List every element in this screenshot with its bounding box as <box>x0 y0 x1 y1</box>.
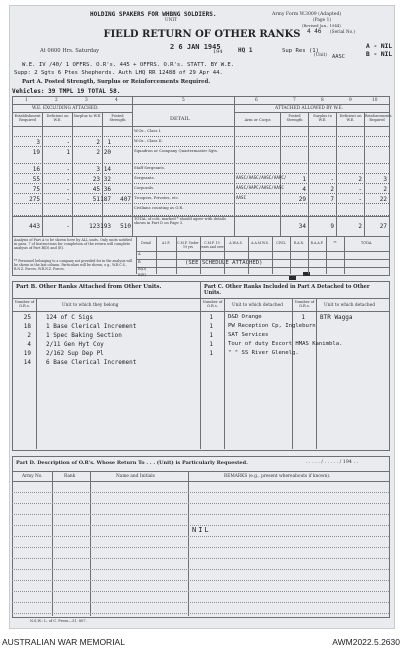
row-c4: 36 <box>103 186 111 193</box>
row-detail: Troopers, Privates, etc. <box>134 195 180 200</box>
col-num-10: 10 <box>372 98 378 103</box>
row-c6: 29 <box>298 196 306 203</box>
col-num-6: 6 <box>255 98 258 103</box>
row-c6: 1 <box>302 176 306 183</box>
part-d-rule <box>12 580 389 581</box>
part-b-hdr-number: Number of O.R.s. <box>14 300 35 308</box>
row-c2: - <box>66 139 70 146</box>
part-c-row-number: 1 <box>209 350 213 357</box>
part-c-row-number: 1 <box>209 332 213 339</box>
row-c8: - <box>358 196 362 203</box>
date-stamp: 2 6 JAN 1945 <box>170 43 221 51</box>
row-rule <box>12 163 389 164</box>
hdr-deficient-2: Deficient on W.E. <box>339 114 362 122</box>
revised-date: (Revised Jan., 1944) <box>302 23 341 28</box>
serial-typed: 4 46 <box>307 28 322 35</box>
part-d-rule <box>12 503 389 504</box>
part-d-rule <box>12 536 389 537</box>
hdr-surplus-2: Surplus to W.E. <box>313 114 332 122</box>
part-d-rule <box>12 613 389 614</box>
col-num-3: 3 <box>85 98 88 103</box>
row-c4: 1 <box>107 139 111 146</box>
row-c9: 3 <box>383 176 387 183</box>
row-c4: 20 <box>103 149 111 156</box>
row-detail: Staff Sergeants. <box>134 165 166 170</box>
part-c-row-unit: D&D Orange <box>228 314 262 320</box>
redaction-mark-1 <box>289 276 296 280</box>
part-c-row-number-2: 1 <box>301 314 305 321</box>
part-a-title: Part A. Posted Strength, Surplus or Reinforcements Required. <box>22 79 211 85</box>
col-num-4: 4 <box>115 98 118 103</box>
part-c-hdr-unit: Unit to which detached <box>232 303 283 308</box>
part-b-row-number: 4 <box>27 341 31 348</box>
row-detail: Sergeants. <box>134 175 155 180</box>
row-c1: 75 <box>32 186 40 193</box>
part-d-hdr-remarks: REMARKS (e.g., present whereabouts if known). <box>224 474 331 479</box>
col-num-9: 9 <box>349 98 352 103</box>
row-rule <box>12 146 389 147</box>
part-b-row-number: 18 <box>23 323 31 330</box>
analysis-header: A.A.M.W.S. <box>251 241 269 245</box>
part-d-rule <box>12 547 389 548</box>
part-d-rule <box>12 558 389 559</box>
row-rule <box>12 193 389 194</box>
row-c6: 4 <box>302 186 306 193</box>
total-c7: 9 <box>330 223 334 230</box>
row-c7: 2 <box>330 186 334 193</box>
analysis-header: TOTAL <box>360 241 373 245</box>
row-c2: - <box>66 196 70 203</box>
analysis-row-label: B(D) <box>138 267 147 271</box>
row-rule <box>12 136 389 137</box>
part-d-nil: NIL <box>192 526 211 534</box>
typed-unit-name: HOLDING SPAKERS FOR WHBNG SOLDIERS. <box>90 11 217 18</box>
row-c2: - <box>66 176 70 183</box>
row-c1: 275 <box>29 196 40 203</box>
hq-stamp: HQ 1 <box>238 47 253 54</box>
analysis-header: R.A.A.F. <box>310 241 324 245</box>
analysis-header: A.I.F. <box>161 241 171 245</box>
col-num-2: 2 <box>55 98 58 103</box>
part-c-row-unit-2: BTR Wagga <box>320 314 353 321</box>
hdr-posted: Posted Strength <box>109 114 126 122</box>
col-num-7: 7 <box>293 98 296 103</box>
part-d-rule <box>12 514 389 515</box>
row-c2: - <box>66 166 70 173</box>
row-c3: 45 <box>92 186 100 193</box>
row-c7: - <box>330 176 334 183</box>
part-b-title: Part B. Other Ranks Attached from Other Units. <box>16 284 162 290</box>
part-d-rule <box>12 525 389 526</box>
row-c4b: 407 <box>120 196 131 203</box>
unit-caption: UNIT <box>165 18 177 23</box>
analysis-row-label: A <box>138 252 141 256</box>
part-d-rule <box>12 492 389 493</box>
row-detail: Squadron or Company Quartermaster Sgts. <box>134 148 219 153</box>
we-line: W.E. IV /40/ 1 OFFRS. O.R's. 445 + OFFRS. O.R's. STATT. BY W.E. <box>22 62 235 68</box>
footer-accession: AWM2022.5.2630 <box>332 637 400 647</box>
row-arm: AASC <box>236 195 247 200</box>
row-rule <box>12 203 389 204</box>
part-d-title: Part D. Description of O.R's. Whose Return To . . . (Unit) is Particularly Requested. <box>16 460 248 466</box>
we-excluding-header: W.E. EXCLUDING ATTACHED. <box>32 106 99 111</box>
analysis-row-label: B(E) <box>138 273 147 277</box>
row-rule <box>12 215 389 216</box>
col-num-8: 8 <box>321 98 324 103</box>
row-c2: - <box>66 186 70 193</box>
row-c7: 7 <box>330 196 334 203</box>
part-c-row-number: 1 <box>209 341 213 348</box>
row-c9: 2 <box>383 186 387 193</box>
reinforcement-note: ** Personnel belonging to a company not provided for in the analysis will be shown in the last column. Particulars will be shown, e.g., W.R.C.S., R.N.Z. Forces, W.R.N.Z. Forces. <box>14 259 133 271</box>
row-c1: 16 <box>32 166 40 173</box>
row-c8: - <box>358 186 362 193</box>
page-ref: (Page 1) <box>313 18 332 23</box>
analysis-header: R.A.N. <box>293 241 305 245</box>
analysis-header: ** <box>333 241 337 245</box>
hdr-surplus: Surplus to W.E. <box>73 114 102 118</box>
unit-stamp: Sup Res (1) <box>282 48 320 54</box>
part-b-row-number: 19 <box>23 350 31 357</box>
row-detail: Corporals. <box>134 185 155 190</box>
row-c3: 23 <box>92 176 100 183</box>
attached-allowed-header: ATTACHED ALLOWED BY W.E. <box>275 106 344 111</box>
part-b-row-number: 14 <box>23 359 31 366</box>
total-c4: 193 <box>100 223 111 230</box>
part-c-hdr-number: Number of O.R.s. <box>202 300 223 308</box>
part-b-row-unit: 124 of C Sigs <box>46 314 93 321</box>
row-c4: 32 <box>103 176 111 183</box>
row-c9: 22 <box>379 196 387 203</box>
analysis-note: Analysis of Part A to be shown here by ALL units. Only units notified in para. 7 of Instructions for completion of the return will complete analysis of Part B(D) and (E). <box>14 238 132 250</box>
part-b-row-unit: 1 Base Clerical Increment <box>46 323 137 330</box>
row-c3: 51 <box>92 196 100 203</box>
part-b-row-number: 2 <box>27 332 31 339</box>
analysis-header: CIVIL <box>276 241 286 245</box>
form-page <box>10 6 394 628</box>
supplement-line: Supp: 2 Sgts 6 Ptes Shepherds. Auth LHQ RR 12488 of 29 Apr 44. <box>14 70 223 76</box>
at-hours-label: At 0600 Hrs. Saturday <box>40 48 100 54</box>
form-title: FIELD RETURN OF OTHER RANKS <box>103 29 301 40</box>
part-c-row-unit: " " SS River Glenelg. <box>228 350 299 356</box>
row-c1: 55 <box>32 176 40 183</box>
year-dots: 194 <box>213 49 223 55</box>
part-c-title: Part C. Other Ranks Included in Part A Detached to Other Units. <box>204 284 370 296</box>
serial-caption: (Serial No.) <box>330 30 356 35</box>
row-c1: 3 <box>36 139 40 146</box>
part-d-rule <box>12 569 389 570</box>
row-c4: 14 <box>103 166 111 173</box>
hdr-arm: Arm or Corps <box>244 117 271 122</box>
row-c8: 2 <box>358 176 362 183</box>
hdr-establishment: Establishment Required <box>14 114 41 122</box>
row-c3: 2 <box>96 149 100 156</box>
col-num-1: 1 <box>25 98 28 103</box>
schedule-stamp: (SEE SCHEDULE ATTACHED) <box>185 260 263 266</box>
row-detail: Civilians counting as O.R. <box>134 205 184 210</box>
total-c3: 123 <box>89 223 100 230</box>
part-c-hdr-number-2: Number of O.R.s. <box>294 300 315 308</box>
part-d-hdr-army-no: Army No. <box>22 474 43 479</box>
total-c4b: 510 <box>120 223 131 230</box>
analysis-header: C.M.F. 19 years and over <box>200 241 224 249</box>
part-c-hdr-unit-2: Unit to which detached <box>324 303 375 308</box>
form-number: Army Form W.3009 (Adapted) <box>272 12 342 17</box>
analysis-row-label: B <box>138 260 141 264</box>
col-num-5: 5 <box>182 98 185 103</box>
analysis-header: Detail <box>141 241 151 245</box>
aasc-stamp: AASC <box>332 54 345 60</box>
analysis-header: C.M.F. Under 19 yrs <box>177 241 199 249</box>
row-c1: 19 <box>32 149 40 156</box>
total-c1: 443 <box>29 223 40 230</box>
part-c-row-unit: PW Reception Cp, Ingleburn <box>228 323 316 329</box>
row-detail: W.Os., Class I. <box>134 128 162 133</box>
total-c6: 34 <box>298 223 306 230</box>
part-b-row-unit: 2/162 Sup Dep Pl <box>46 350 104 357</box>
part-c-row-number: 1 <box>209 323 213 330</box>
footer-bar <box>0 631 406 653</box>
row-c2: 1 <box>66 149 70 156</box>
part-c-row-unit: SAT Services <box>228 332 269 338</box>
code-b-nil: B - NIL <box>366 51 393 58</box>
row-c3: 2 <box>96 139 100 146</box>
code-a-nil: A - NIL <box>366 43 393 50</box>
part-d-date-dots: . . . . . / . . . . . / 194 . . <box>306 460 359 465</box>
part-b-row-unit: 1 Spec Baking Section <box>46 332 122 339</box>
vehicles-line: Vehicles: 39 TMPL 19 TOTAL 58. <box>12 88 121 95</box>
analysis-header: A.W.A.S. <box>229 241 243 245</box>
row-detail: W.Os., Class II. <box>134 138 163 143</box>
part-b-hdr-unit: Unit to which they belong <box>62 303 119 308</box>
part-d-rule <box>12 591 389 592</box>
row-c4: 187 <box>100 196 111 203</box>
footer-institution: AUSTRALIAN WAR MEMORIAL <box>2 637 125 647</box>
row-arm: AASC/AAPC/AASC/AASC <box>236 185 284 190</box>
total-c8: 2 <box>358 223 362 230</box>
part-d-hdr-rank: Rank <box>64 474 76 479</box>
total-c2: - <box>66 223 70 230</box>
part-d-rule <box>12 602 389 603</box>
hdr-reinforcements: Reinforcements Required <box>365 114 392 122</box>
totals-note: TOTAL of cols. marked * should agree with details shown in Part D on Page 3. <box>134 217 226 226</box>
part-c-row-unit: Tour of duty Escort HMAS Kanimbla. <box>228 341 343 347</box>
part-d-hdr-name: Name and Initials <box>116 474 155 479</box>
row-arm: AASC/AASC/AASC/AAPC/ <box>236 175 287 180</box>
part-c-row-number: 1 <box>209 314 213 321</box>
unit-caption-2: (Unit) <box>314 53 327 58</box>
hdr-posted-2: Posted Strength <box>286 114 303 122</box>
detail-header: DETAIL <box>170 116 190 122</box>
part-b-row-unit: 6 Base Clerical Increment <box>46 359 137 366</box>
total-c9: 27 <box>379 223 387 230</box>
hdr-deficient: Deficient on W.E. <box>46 114 69 122</box>
row-rule <box>12 183 389 184</box>
part-b-row-number: 25 <box>23 314 31 321</box>
printer-note: N.S.W.: L. of C. Press—31. 807. <box>30 619 87 623</box>
row-rule <box>12 173 389 174</box>
part-b-row-unit: 2/11 Gen Hyt Coy <box>46 341 104 348</box>
row-c3: 3 <box>96 166 100 173</box>
part-c-title-line <box>204 284 384 296</box>
